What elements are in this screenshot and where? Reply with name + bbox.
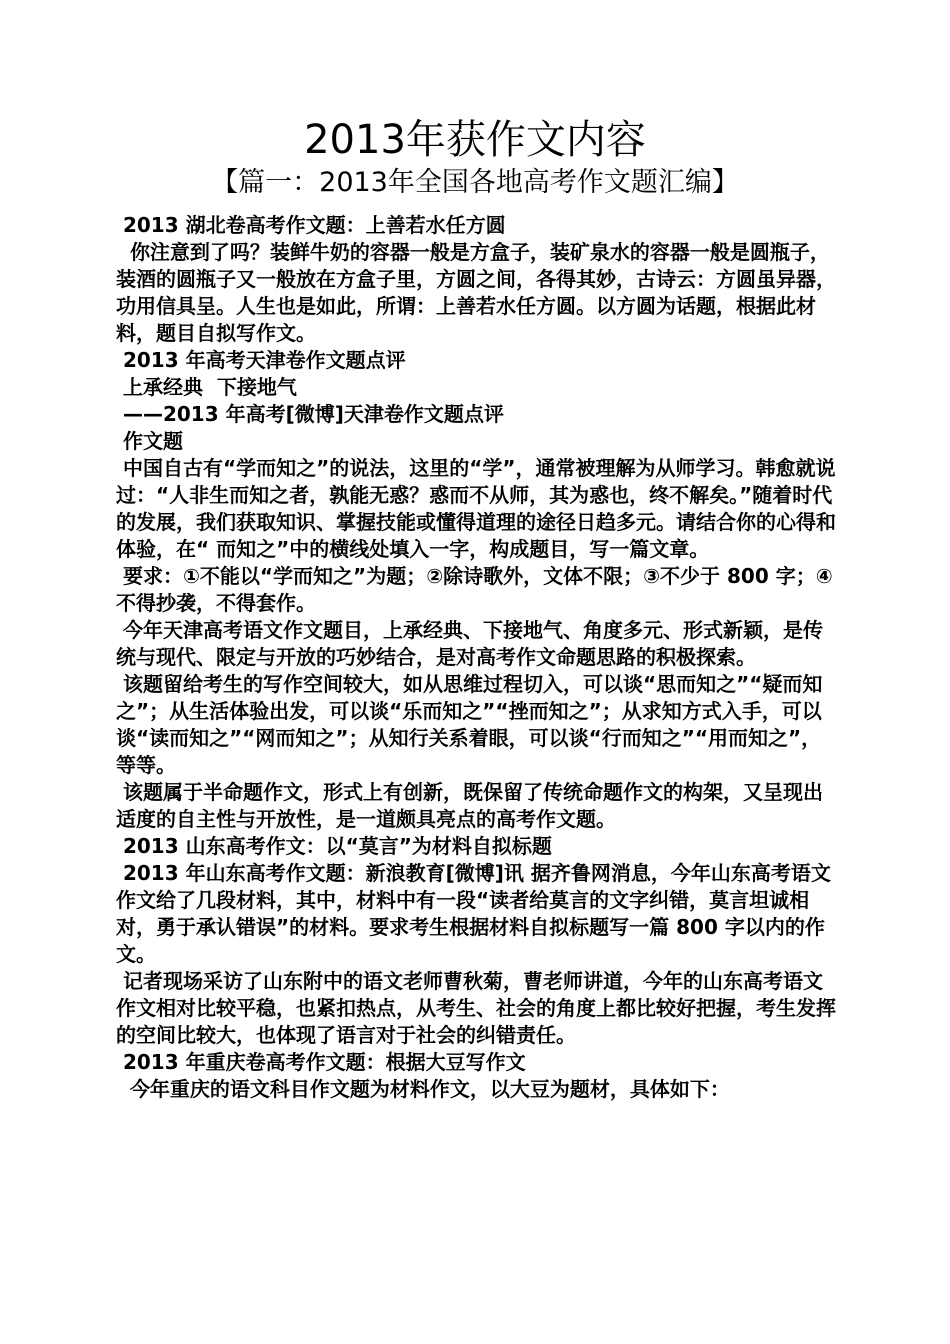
paragraph-hubei-prompt: 你注意到了吗？装鲜牛奶的容器一般是方盒子，装矿泉水的容器一般是圆瓶子，装酒的圆瓶子又一般放在方盒子里，方圆之间，各得其妙，古诗云：方圆虽异器，功用信具呈。人生也是如此，所谓：上善若水任方圆。以方圆为话题，根据此材料，题目自拟写作文。 [116, 240, 836, 345]
heading-tianjin-review: 2013 年高考天津卷作文题点评 [116, 348, 406, 372]
paragraph-tianjin-comment-2: 该题留给考生的写作空间较大，如从思维过程切入，可以谈“思而知之”“疑而知之”；从生活体验出发，可以谈“乐而知之”“挫而知之”；从求知方式入手，可以谈“读而知之”“网而知之”；从知行关系着眼，可以谈“行而知之”“用而知之”，等等。 [116, 672, 823, 777]
heading-chongqing: 2013 年重庆卷高考作文题：根据大豆写作文 [116, 1050, 526, 1074]
document-body [116, 212, 838, 1103]
document-subtitle: 【篇一：2013年全国各地高考作文题汇编】 [211, 167, 739, 198]
document-title: 2013年获作文内容 [304, 117, 646, 163]
paragraph-shandong-interview: 记者现场采访了山东附中的语文老师曹秋菊，曹老师讲道，今年的山东高考语文作文相对比较平稳，也紧扣热点，从考生、社会的角度上都比较好把握，考生发挥的空间比较大，也体现了语言对于社会的纠错责任。 [116, 969, 836, 1047]
heading-shandong: 2013 山东高考作文：以“莫言”为材料自拟标题 [116, 834, 552, 858]
paragraph-tianjin-comment-1: 今年天津高考语文作文题目，上承经典、下接地气、角度多元、形式新颖，是传统与现代、限定与开放的巧妙结合，是对高考作文命题思路的积极探索。 [116, 618, 823, 669]
paragraph-shandong-prompt: 2013 年山东高考作文题：新浪教育[微博]讯 据齐鲁网消息，今年山东高考语文作文给了几段材料，其中，材料中有一段“读者给莫言的文字纠错，莫言坦诚相对，勇于承认错误”的材料。要求考生根据材料自拟标题写一篇 800 字以内的作文。 [116, 861, 831, 966]
paragraph-chongqing-intro: 今年重庆的语文科目作文题为材料作文，以大豆为题材，具体如下： [116, 1077, 730, 1101]
paragraph-tianjin-comment-3: 该题属于半命题作文，形式上有创新，既保留了传统命题作文的构架，又呈现出适度的自主性与开放性，是一道颇具亮点的高考作文题。 [116, 780, 823, 831]
heading-essay-topic: 作文题 [116, 429, 183, 453]
heading-tianjin-subtitle: ——2013 年高考[微博]天津卷作文题点评 [116, 402, 504, 426]
paragraph-tianjin-prompt: 中国自古有“学而知之”的说法，这里的“学”，通常被理解为从师学习。韩愈就说过：“人非生而知之者，孰能无惑？惑而不从师，其为惑也，终不解矣。”随着时代的发展，我们获取知识、掌握技能或懂得道理的途径日趋多元。请结合你的心得和体验，在“ 而知之”中的横线处填入一字，构成题目，写一篇文章。 [116, 456, 836, 561]
heading-hubei: 2013 湖北卷高考作文题：上善若水任方圆 [116, 213, 506, 237]
paragraph-tianjin-requirements: 要求：①不能以“学而知之”为题；②除诗歌外，文体不限；③不少于 800 字；④不得抄袭，不得套作。 [116, 564, 833, 615]
heading-tianjin-tagline: 上承经典 下接地气 [116, 375, 297, 399]
